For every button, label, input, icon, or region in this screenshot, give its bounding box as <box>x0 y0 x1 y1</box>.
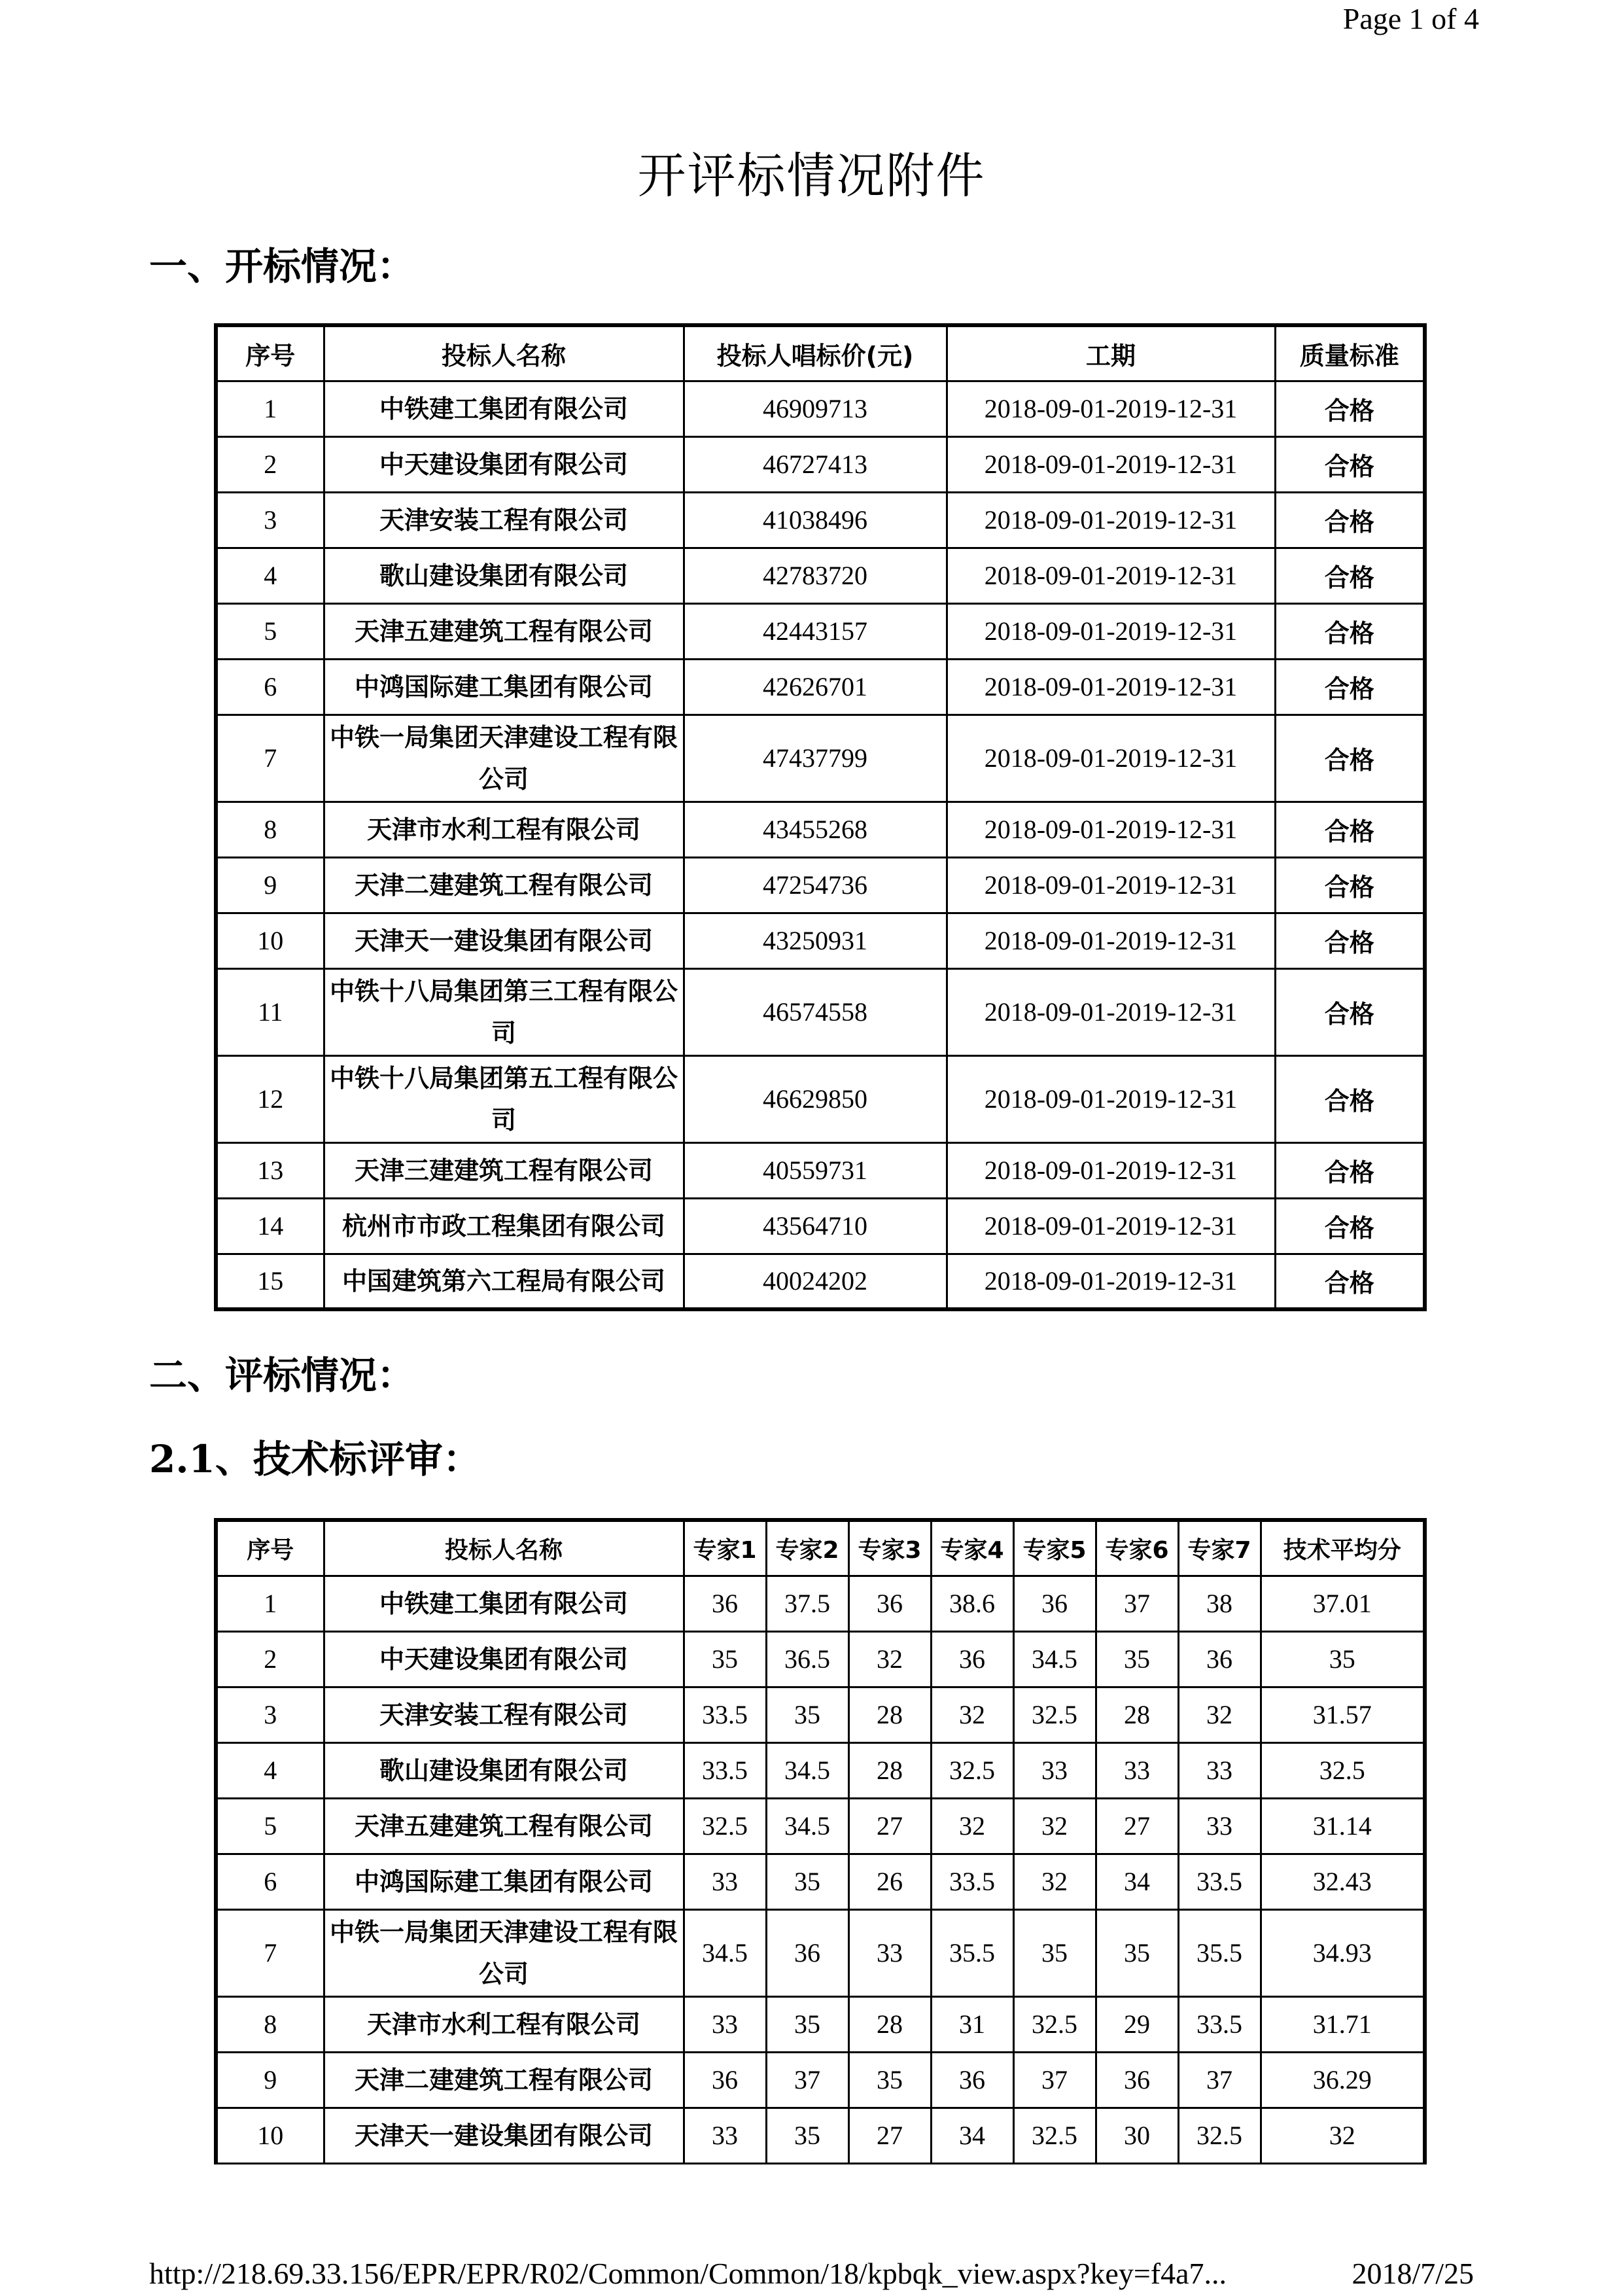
expert-score: 28 <box>848 1742 931 1798</box>
bid-price: 43250931 <box>684 913 947 968</box>
expert-score: 32 <box>1178 1687 1261 1742</box>
row-index: 12 <box>216 1055 324 1142</box>
expert-score: 36 <box>684 2052 766 2108</box>
expert-score: 33 <box>684 1996 766 2052</box>
row-index: 9 <box>216 857 324 913</box>
col-header: 序号 <box>216 325 324 381</box>
quality-standard: 合格 <box>1275 1198 1425 1254</box>
expert-score: 35 <box>766 1996 848 2052</box>
average-score: 36.29 <box>1261 2052 1425 2108</box>
quality-standard: 合格 <box>1275 857 1425 913</box>
row-index: 15 <box>216 1254 324 1309</box>
quality-standard: 合格 <box>1275 603 1425 659</box>
expert-score: 32 <box>1013 1798 1096 1854</box>
quality-standard: 合格 <box>1275 436 1425 492</box>
col-header: 工期 <box>947 325 1275 381</box>
expert-score: 32.5 <box>1178 2108 1261 2163</box>
expert-score: 32 <box>931 1798 1013 1854</box>
bid-price: 47254736 <box>684 857 947 913</box>
construction-period: 2018-09-01-2019-12-31 <box>947 381 1275 436</box>
expert-score: 35 <box>848 2052 931 2108</box>
expert-score: 34.5 <box>684 1909 766 1996</box>
expert-score: 34.5 <box>766 1742 848 1798</box>
expert-score: 34 <box>1096 1854 1178 1909</box>
expert-score: 35 <box>766 1854 848 1909</box>
quality-standard: 合格 <box>1275 548 1425 603</box>
row-index: 3 <box>216 492 324 548</box>
col-header: 专家1 <box>684 1520 766 1576</box>
table-row <box>216 1254 1425 1309</box>
expert-score: 36 <box>1096 2052 1178 2108</box>
bidder-name: 中铁建工集团有限公司 <box>324 381 684 436</box>
bid-price: 46629850 <box>684 1055 947 1142</box>
bidder-name: 中铁建工集团有限公司 <box>324 1576 684 1631</box>
construction-period: 2018-09-01-2019-12-31 <box>947 968 1275 1055</box>
bidder-name: 天津五建建筑工程有限公司 <box>324 1798 684 1854</box>
expert-score: 30 <box>1096 2108 1178 2163</box>
expert-score: 28 <box>1096 1687 1178 1742</box>
row-index: 6 <box>216 659 324 715</box>
average-score: 31.71 <box>1261 1996 1425 2052</box>
footer-url: http://218.69.33.156/EPR/EPR/R02/Common/Common/18/kpbqk_view.aspx?key=f4a7... <box>149 2257 1227 2290</box>
table-row <box>216 1055 1425 1142</box>
col-header: 投标人唱标价(元) <box>684 325 947 381</box>
row-index: 10 <box>216 913 324 968</box>
expert-score: 33.5 <box>684 1742 766 1798</box>
table-row <box>216 1854 1425 1909</box>
expert-score: 37 <box>1013 2052 1096 2108</box>
col-header: 技术平均分 <box>1261 1520 1425 1576</box>
row-index: 5 <box>216 1798 324 1854</box>
construction-period: 2018-09-01-2019-12-31 <box>947 1055 1275 1142</box>
row-index: 13 <box>216 1142 324 1198</box>
expert-score: 27 <box>848 1798 931 1854</box>
expert-score: 27 <box>1096 1798 1178 1854</box>
expert-score: 35 <box>766 1687 848 1742</box>
bidder-name: 天津市水利工程有限公司 <box>324 1996 684 2052</box>
table-row <box>216 381 1425 436</box>
expert-score: 33 <box>1013 1742 1096 1798</box>
technical-review-table <box>214 1518 1427 2164</box>
col-header: 序号 <box>216 1520 324 1576</box>
row-index: 5 <box>216 603 324 659</box>
bid-price: 42783720 <box>684 548 947 603</box>
col-header: 质量标准 <box>1275 325 1425 381</box>
table-row <box>216 1798 1425 1854</box>
construction-period: 2018-09-01-2019-12-31 <box>947 1254 1275 1309</box>
bid-opening-table <box>214 323 1427 1311</box>
bidder-name: 中天建设集团有限公司 <box>324 436 684 492</box>
expert-score: 33 <box>684 1854 766 1909</box>
page-footer <box>149 2256 1474 2291</box>
bidder-name: 天津三建建筑工程有限公司 <box>324 1142 684 1198</box>
bid-price: 40024202 <box>684 1254 947 1309</box>
document-title: 开评标情况附件 <box>637 148 986 204</box>
table-header-row <box>216 1520 1425 1576</box>
expert-score: 33.5 <box>931 1854 1013 1909</box>
table-row <box>216 1198 1425 1254</box>
quality-standard: 合格 <box>1275 492 1425 548</box>
section-heading-opening: 一、开标情况： <box>149 244 415 289</box>
construction-period: 2018-09-01-2019-12-31 <box>947 492 1275 548</box>
expert-score: 33.5 <box>684 1687 766 1742</box>
expert-score: 32 <box>931 1687 1013 1742</box>
bidder-name: 天津天一建设集团有限公司 <box>324 2108 684 2163</box>
construction-period: 2018-09-01-2019-12-31 <box>947 1142 1275 1198</box>
bid-price: 40559731 <box>684 1142 947 1198</box>
construction-period: 2018-09-01-2019-12-31 <box>947 603 1275 659</box>
table-row <box>216 1687 1425 1742</box>
row-index: 1 <box>216 1576 324 1631</box>
row-index: 10 <box>216 2108 324 2163</box>
expert-score: 38.6 <box>931 1576 1013 1631</box>
bidder-name: 天津二建建筑工程有限公司 <box>324 2052 684 2108</box>
average-score: 32 <box>1261 2108 1425 2163</box>
table-row <box>216 968 1425 1055</box>
bidder-name: 中天建设集团有限公司 <box>324 1631 684 1687</box>
expert-score: 32.5 <box>931 1742 1013 1798</box>
expert-score: 34.5 <box>1013 1631 1096 1687</box>
section-heading-technical-review: 2.1、技术标评审： <box>149 1437 481 1481</box>
expert-score: 35 <box>1096 1909 1178 1996</box>
col-header: 专家7 <box>1178 1520 1261 1576</box>
quality-standard: 合格 <box>1275 802 1425 857</box>
expert-score: 32.5 <box>684 1798 766 1854</box>
average-score: 37.01 <box>1261 1576 1425 1631</box>
bid-price: 43455268 <box>684 802 947 857</box>
bidder-name: 歌山建设集团有限公司 <box>324 548 684 603</box>
table-row <box>216 1742 1425 1798</box>
construction-period: 2018-09-01-2019-12-31 <box>947 715 1275 802</box>
expert-score: 32.5 <box>1013 1996 1096 2052</box>
bidder-name: 中铁一局集团天津建设工程有限公司 <box>324 1909 684 1996</box>
bid-price: 42626701 <box>684 659 947 715</box>
bidder-name: 天津二建建筑工程有限公司 <box>324 857 684 913</box>
bid-price: 46909713 <box>684 381 947 436</box>
col-header: 投标人名称 <box>324 325 684 381</box>
expert-score: 33 <box>1178 1798 1261 1854</box>
table-row <box>216 2052 1425 2108</box>
expert-score: 36 <box>931 2052 1013 2108</box>
bidder-name: 中铁一局集团天津建设工程有限公司 <box>324 715 684 802</box>
construction-period: 2018-09-01-2019-12-31 <box>947 802 1275 857</box>
row-index: 2 <box>216 436 324 492</box>
expert-score: 32 <box>1013 1854 1096 1909</box>
expert-score: 36 <box>1178 1631 1261 1687</box>
bid-price: 42443157 <box>684 603 947 659</box>
table-row <box>216 659 1425 715</box>
average-score: 31.57 <box>1261 1687 1425 1742</box>
expert-score: 33 <box>1178 1742 1261 1798</box>
construction-period: 2018-09-01-2019-12-31 <box>947 857 1275 913</box>
construction-period: 2018-09-01-2019-12-31 <box>947 548 1275 603</box>
col-header: 专家5 <box>1013 1520 1096 1576</box>
col-header: 专家6 <box>1096 1520 1178 1576</box>
expert-score: 37 <box>1178 2052 1261 2108</box>
table-row <box>216 715 1425 802</box>
table-row <box>216 492 1425 548</box>
footer-date: 2018/7/25 <box>1352 2257 1474 2290</box>
expert-score: 33 <box>684 2108 766 2163</box>
expert-score: 35.5 <box>1178 1909 1261 1996</box>
col-header: 投标人名称 <box>324 1520 684 1576</box>
bidder-name: 天津天一建设集团有限公司 <box>324 913 684 968</box>
expert-score: 28 <box>848 1996 931 2052</box>
bidder-name: 中铁十八局集团第五工程有限公司 <box>324 1055 684 1142</box>
bidder-name: 天津市水利工程有限公司 <box>324 802 684 857</box>
table-row <box>216 436 1425 492</box>
expert-score: 32.5 <box>1013 2108 1096 2163</box>
table-header-row <box>216 325 1425 381</box>
quality-standard: 合格 <box>1275 1254 1425 1309</box>
bidder-name: 中铁十八局集团第三工程有限公司 <box>324 968 684 1055</box>
expert-score: 35 <box>1096 1631 1178 1687</box>
bidder-name: 中鸿国际建工集团有限公司 <box>324 1854 684 1909</box>
bidder-name: 歌山建设集团有限公司 <box>324 1742 684 1798</box>
expert-score: 35 <box>684 1631 766 1687</box>
expert-score: 35 <box>1013 1909 1096 1996</box>
expert-score: 37.5 <box>766 1576 848 1631</box>
col-header: 专家2 <box>766 1520 848 1576</box>
table-row <box>216 1909 1425 1996</box>
table-row <box>216 1142 1425 1198</box>
row-index: 11 <box>216 968 324 1055</box>
expert-score: 28 <box>848 1687 931 1742</box>
quality-standard: 合格 <box>1275 659 1425 715</box>
bid-price: 47437799 <box>684 715 947 802</box>
row-index: 2 <box>216 1631 324 1687</box>
expert-score: 33 <box>848 1909 931 1996</box>
page-number: Page 1 of 4 <box>1342 2 1479 35</box>
bid-price: 43564710 <box>684 1198 947 1254</box>
expert-score: 27 <box>848 2108 931 2163</box>
expert-score: 31 <box>931 1996 1013 2052</box>
quality-standard: 合格 <box>1275 715 1425 802</box>
row-index: 9 <box>216 2052 324 2108</box>
row-index: 8 <box>216 1996 324 2052</box>
construction-period: 2018-09-01-2019-12-31 <box>947 436 1275 492</box>
bidder-name: 杭州市市政工程集团有限公司 <box>324 1198 684 1254</box>
row-index: 4 <box>216 1742 324 1798</box>
quality-standard: 合格 <box>1275 968 1425 1055</box>
row-index: 3 <box>216 1687 324 1742</box>
section-heading-evaluation: 二、评标情况： <box>149 1353 415 1398</box>
average-score: 35 <box>1261 1631 1425 1687</box>
col-header: 专家3 <box>848 1520 931 1576</box>
table-row <box>216 548 1425 603</box>
expert-score: 37 <box>766 2052 848 2108</box>
average-score: 32.43 <box>1261 1854 1425 1909</box>
expert-score: 33.5 <box>1178 1996 1261 2052</box>
bidder-name: 中鸿国际建工集团有限公司 <box>324 659 684 715</box>
table-row <box>216 1576 1425 1631</box>
table-row <box>216 802 1425 857</box>
table-row <box>216 2108 1425 2163</box>
construction-period: 2018-09-01-2019-12-31 <box>947 1198 1275 1254</box>
row-index: 14 <box>216 1198 324 1254</box>
expert-score: 35.5 <box>931 1909 1013 1996</box>
row-index: 7 <box>216 1909 324 1996</box>
row-index: 8 <box>216 802 324 857</box>
table-row <box>216 857 1425 913</box>
row-index: 6 <box>216 1854 324 1909</box>
bidder-name: 天津安装工程有限公司 <box>324 1687 684 1742</box>
expert-score: 36 <box>931 1631 1013 1687</box>
table-row <box>216 1996 1425 2052</box>
table-row <box>216 913 1425 968</box>
bidder-name: 天津安装工程有限公司 <box>324 492 684 548</box>
construction-period: 2018-09-01-2019-12-31 <box>947 659 1275 715</box>
table-row <box>216 1631 1425 1687</box>
expert-score: 34.5 <box>766 1798 848 1854</box>
expert-score: 29 <box>1096 1996 1178 2052</box>
expert-score: 33.5 <box>1178 1854 1261 1909</box>
row-index: 7 <box>216 715 324 802</box>
average-score: 32.5 <box>1261 1742 1425 1798</box>
expert-score: 36.5 <box>766 1631 848 1687</box>
quality-standard: 合格 <box>1275 1142 1425 1198</box>
construction-period: 2018-09-01-2019-12-31 <box>947 913 1275 968</box>
average-score: 34.93 <box>1261 1909 1425 1996</box>
bidder-name: 天津五建建筑工程有限公司 <box>324 603 684 659</box>
bidder-name: 中国建筑第六工程局有限公司 <box>324 1254 684 1309</box>
expert-score: 36 <box>766 1909 848 1996</box>
expert-score: 35 <box>766 2108 848 2163</box>
row-index: 4 <box>216 548 324 603</box>
bid-price: 46727413 <box>684 436 947 492</box>
expert-score: 38 <box>1178 1576 1261 1631</box>
bid-price: 46574558 <box>684 968 947 1055</box>
quality-standard: 合格 <box>1275 913 1425 968</box>
bid-price: 41038496 <box>684 492 947 548</box>
expert-score: 32.5 <box>1013 1687 1096 1742</box>
expert-score: 33 <box>1096 1742 1178 1798</box>
expert-score: 36 <box>1013 1576 1096 1631</box>
col-header: 专家4 <box>931 1520 1013 1576</box>
expert-score: 32 <box>848 1631 931 1687</box>
expert-score: 36 <box>684 1576 766 1631</box>
row-index: 1 <box>216 381 324 436</box>
expert-score: 36 <box>848 1576 931 1631</box>
expert-score: 26 <box>848 1854 931 1909</box>
expert-score: 37 <box>1096 1576 1178 1631</box>
table-row <box>216 603 1425 659</box>
quality-standard: 合格 <box>1275 381 1425 436</box>
expert-score: 34 <box>931 2108 1013 2163</box>
average-score: 31.14 <box>1261 1798 1425 1854</box>
quality-standard: 合格 <box>1275 1055 1425 1142</box>
